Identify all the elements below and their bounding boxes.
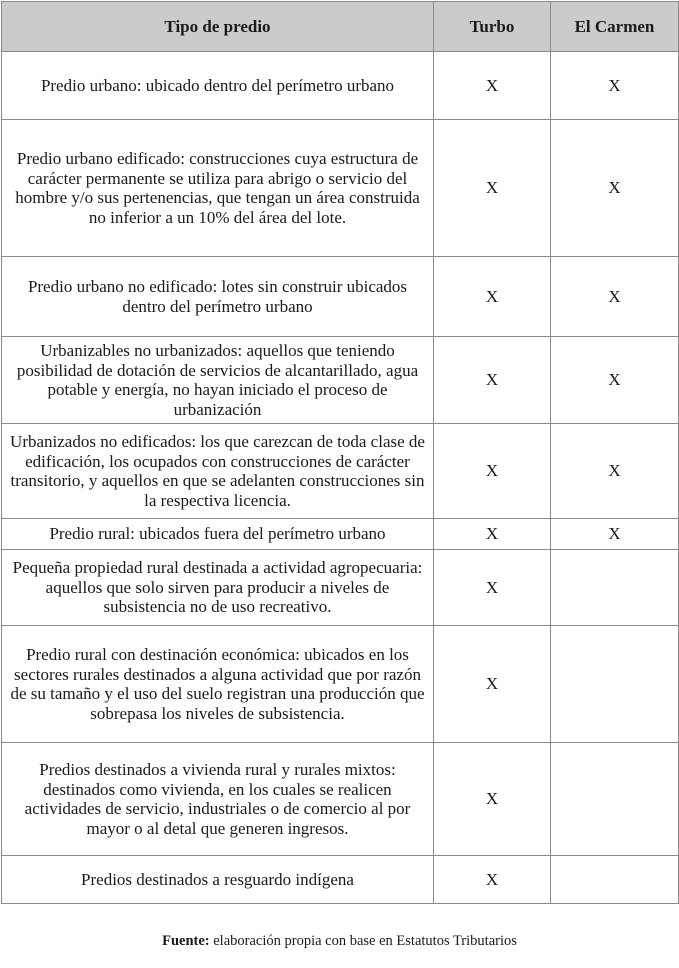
table-header-row xyxy=(2,2,679,52)
table-row xyxy=(2,120,679,257)
header-turbo: Turbo xyxy=(434,2,551,52)
cell-turbo: X xyxy=(434,856,551,904)
cell-el-carmen xyxy=(551,550,679,626)
cell-tipo: Urbanizados no edificados: los que carezcan de toda clase de edificación, los ocupados con construcciones de carácter transitorio, y aquellos en que se adelanten construcciones sin la respectiva licencia. xyxy=(2,424,434,519)
cell-turbo: X xyxy=(434,52,551,120)
cell-turbo: X xyxy=(434,743,551,856)
table-row xyxy=(2,337,679,424)
table-row xyxy=(2,52,679,120)
cell-el-carmen xyxy=(551,856,679,904)
cell-tipo: Urbanizables no urbanizados: aquellos que teniendo posibilidad de dotación de servicios de alcantarillado, agua potable y energía, no hayan iniciado el proceso de urbanización xyxy=(2,337,434,424)
cell-el-carmen xyxy=(551,743,679,856)
cell-el-carmen: X xyxy=(551,424,679,519)
cell-el-carmen: X xyxy=(551,519,679,550)
cell-el-carmen: X xyxy=(551,52,679,120)
cell-turbo: X xyxy=(434,519,551,550)
cell-turbo: X xyxy=(434,257,551,337)
table-row xyxy=(2,743,679,856)
table-row xyxy=(2,519,679,550)
header-el-carmen: El Carmen xyxy=(551,2,679,52)
cell-el-carmen: X xyxy=(551,257,679,337)
cell-el-carmen xyxy=(551,626,679,743)
cell-turbo: X xyxy=(434,626,551,743)
predio-types-table xyxy=(1,1,679,904)
header-tipo-de-predio: Tipo de predio xyxy=(2,2,434,52)
caption-label: Fuente: xyxy=(162,933,210,949)
cell-tipo: Predio urbano: ubicado dentro del perímetro urbano xyxy=(2,52,434,120)
cell-tipo: Predio rural: ubicados fuera del perímetro urbano xyxy=(2,519,434,550)
table-row xyxy=(2,626,679,743)
caption-text: elaboración propia con base en Estatutos Tributarios xyxy=(209,933,517,949)
cell-tipo: Pequeña propiedad rural destinada a actividad agropecuaria: aquellos que solo sirven para producir a niveles de subsistencia no de uso recreativo. xyxy=(2,550,434,626)
cell-turbo: X xyxy=(434,120,551,257)
cell-tipo: Predio rural con destinación económica: ubicados en los sectores rurales destinados a alguna actividad que por razón de su tamaño y el uso del suelo registran una producción que sobrepasa los niveles de subsistencia. xyxy=(2,626,434,743)
table-caption xyxy=(0,933,679,950)
cell-tipo: Predios destinados a resguardo indígena xyxy=(2,856,434,904)
cell-el-carmen: X xyxy=(551,120,679,257)
cell-turbo: X xyxy=(434,424,551,519)
cell-turbo: X xyxy=(434,337,551,424)
cell-tipo: Predio urbano no edificado: lotes sin construir ubicados dentro del perímetro urbano xyxy=(2,257,434,337)
table-row xyxy=(2,856,679,904)
cell-el-carmen: X xyxy=(551,337,679,424)
cell-tipo: Predio urbano edificado: construcciones cuya estructura de carácter permanente se utiliza para abrigo o servicio del hombre y/o sus pertenencias, que tengan un área construida no inferior a un 10% del área del lote. xyxy=(2,120,434,257)
table-row xyxy=(2,424,679,519)
table-row xyxy=(2,257,679,337)
cell-tipo: Predios destinados a vivienda rural y rurales mixtos: destinados como vivienda, en los cuales se realicen actividades de servicio, industriales o de comercio al por mayor o al detal que generen ingresos. xyxy=(2,743,434,856)
cell-turbo: X xyxy=(434,550,551,626)
table-row xyxy=(2,550,679,626)
